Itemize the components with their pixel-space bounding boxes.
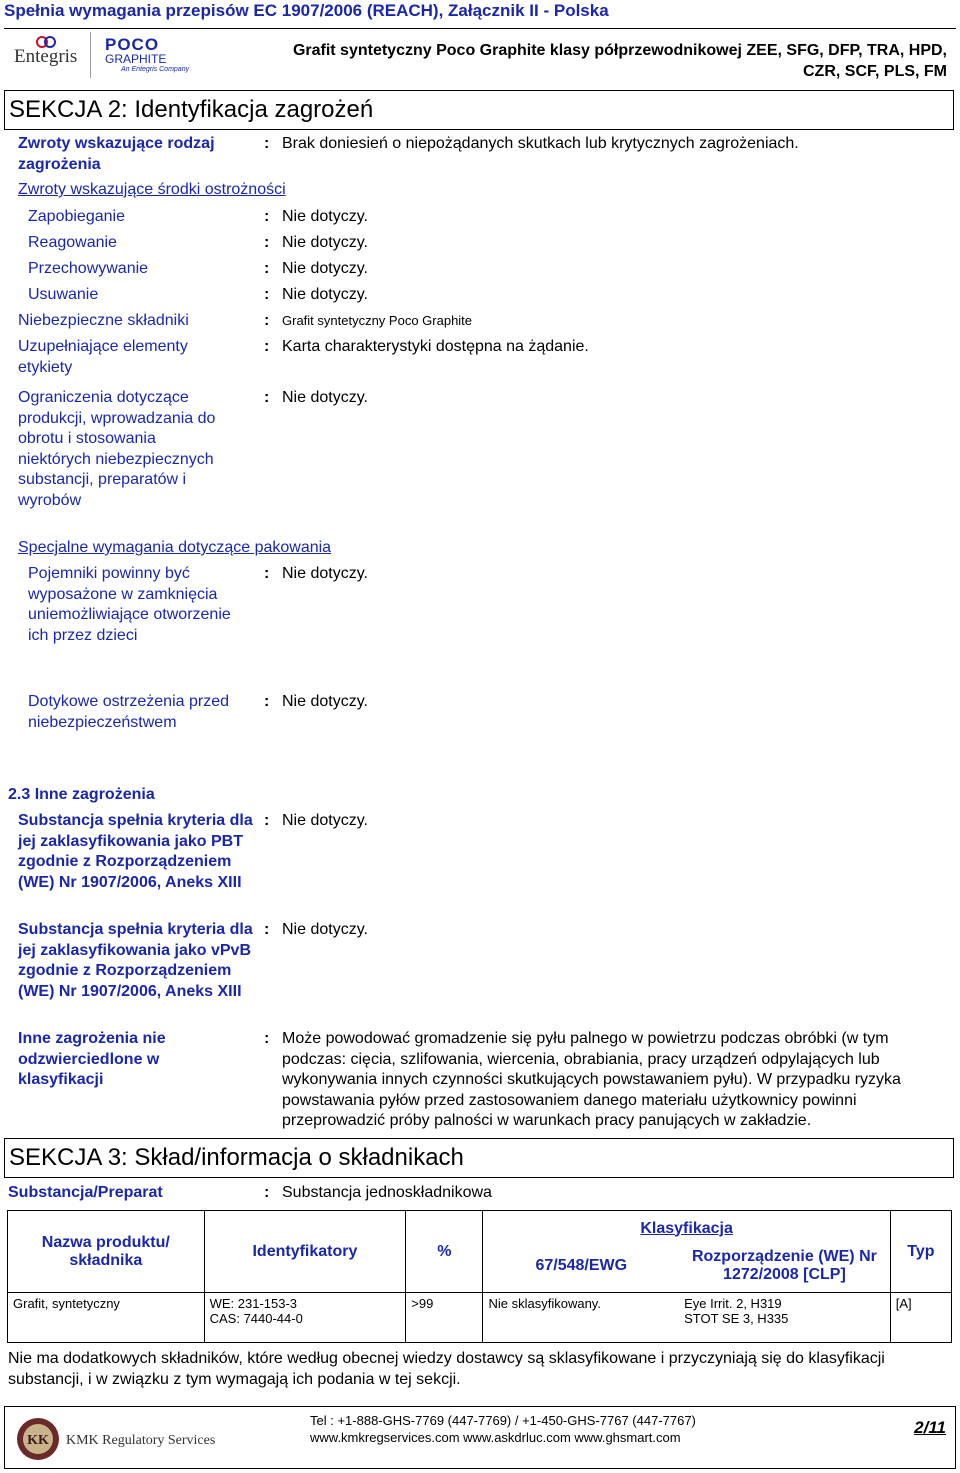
kmk-logo <box>14 1414 224 1464</box>
label-vpvb: Substancja spełnia kryteria dla jej zaklasyfikowania jako vPvB zgodnie z Rozporządzeniem (WE) Nr 1907/2006, Aneks XIII <box>18 921 253 1000</box>
value-supplemental-label-elements: Karta charakterystyki dostępna na żądanie. <box>282 338 589 355</box>
value-restrictions: Nie dotyczy. <box>282 389 368 406</box>
label-storage: Przechowywanie <box>28 260 149 277</box>
cell-ident-cas: CAS: 7440-44-0 <box>209 1311 303 1326</box>
logo-tagline: An Entegris Company <box>121 66 190 73</box>
cell-ident-we: WE: 231-153-3 <box>209 1296 298 1311</box>
label-child-resistant: Pojemniki powinny być wyposażone w zamknięcia uniemożliwiające otworzenie ich przez dzieci <box>28 565 231 644</box>
cell-name: Grafit, syntetyczny <box>8 1293 205 1343</box>
entegris-wordmark: Entegris <box>14 46 78 67</box>
value-storage: Nie dotyczy. <box>282 260 368 277</box>
value-child-resistant: Nie dotyczy. <box>282 565 368 582</box>
value-substance-mixture: Substancja jednoskładnikowa <box>282 1184 492 1201</box>
composition-note: Nie ma dodatkowych składników, które według obecnej wiedzy dostawcy są sklasyfikowane i przyczyniają się do klasyfikacji substancji, i w związku z tym wymagają ich podania w tej sekcji. <box>8 1350 885 1388</box>
value-prevention: Nie dotyczy. <box>282 208 368 225</box>
label-restrictions: Ograniczenia dotyczące produkcji, wprowadzania do obrotu i stosowania niektórych niebezpiecznych substancji, preparatów i wyrobów <box>18 389 216 509</box>
label-special-packaging: Specjalne wymagania dotyczące pakowania <box>18 539 332 556</box>
footer-phone: Tel : +1-888-GHS-7769 (447-7769) / +1-450-GHS-7767 (447-7767) <box>310 1413 696 1428</box>
value-pbt: Nie dotyczy. <box>282 812 368 829</box>
value-vpvb: Nie dotyczy. <box>282 921 368 938</box>
poco-graphite-logo <box>90 32 201 78</box>
footer-websites[interactable]: www.kmkregservices.com www.askdrluc.com www.ghsmart.com <box>310 1430 681 1445</box>
header-type: Typ <box>890 1211 951 1293</box>
composition-table <box>7 1210 952 1343</box>
cell-percent: >99 <box>406 1293 483 1343</box>
svg-text:KK: KK <box>27 1433 49 1448</box>
section-2-title: SEKCJA 2: Identyfikacja zagrożeń <box>9 96 374 123</box>
entegris-logo <box>12 34 80 74</box>
graphite-wordmark: GRAPHITE <box>105 52 167 66</box>
header-percent: % <box>406 1211 483 1293</box>
header-product-name: Nazwa produktu/ składnika <box>8 1211 205 1293</box>
header-ewg: 67/548/EWG <box>483 1241 679 1293</box>
section-3-title: SEKCJA 3: Skład/informacja o składnikach <box>9 1144 464 1171</box>
cell-identifiers <box>204 1293 406 1343</box>
label-disposal: Usuwanie <box>28 286 99 303</box>
product-title-line2: CZR, SCF, PLS, FM <box>803 63 947 80</box>
label-tactile-warning: Dotykowe ostrzeżenia przed niebezpieczeństwem <box>28 693 229 731</box>
header-clp: Rozporządzenie (WE) Nr 1272/2008 [CLP] <box>679 1241 890 1293</box>
label-precautionary-statements: Zwroty wskazujące środki ostrożności <box>18 181 286 198</box>
value-response: Nie dotyczy. <box>282 234 368 251</box>
table-row <box>8 1293 952 1343</box>
label-substance-mixture: Substancja/Preparat <box>8 1184 163 1201</box>
product-title-line1: Grafit syntetyczny Poco Graphite klasy półprzewodnikowej ZEE, SFG, DFP, TRA, HPD, <box>292 42 947 59</box>
value-other-hazards: Może powodować gromadzenie się pyłu palnego w powietrzu podczas obróbki (w tym podczas: cięcia, szlifowania, wiercenia, obrabiania, pracy urządzeń odpylających lub wykonywania innych czynności skutkujących powstawaniem pyłu). W przypadku ryzyka powstawania pyłów przed zastosowaniem danego materiału użytkownicy powinni przeprowadzić próby palności w warunkach pracy panujących w zakładzie. <box>282 1030 901 1129</box>
label-supplemental-label-elements: Uzupełniające elementy etykiety <box>18 338 188 376</box>
subsection-2-3-title: 2.3 Inne zagrożenia <box>8 786 155 803</box>
label-hazardous-ingredients: Niebezpieczne składniki <box>18 312 189 329</box>
label-other-hazards: Inne zagrożenia nie odzwierciedlone w klasyfikacji <box>18 1030 166 1088</box>
cell-ewg: Nie sklasyfikowany. <box>483 1293 679 1343</box>
poco-wordmark: POCO <box>105 35 160 54</box>
cell-clp-2: STOT SE 3, H335 <box>684 1311 789 1326</box>
section-3-header <box>4 1138 954 1178</box>
label-hazard-statements: Zwroty wskazujące rodzaj zagrożenia <box>18 135 215 173</box>
page-number: 2/11 <box>914 1418 946 1437</box>
value-hazard-statements: Brak doniesień o niepożądanych skutkach lub krytycznych zagrożeniach. <box>282 135 799 152</box>
header-identifiers: Identyfikatory <box>204 1211 406 1293</box>
cell-type: [A] <box>890 1293 951 1343</box>
header-classification: Klasyfikacja <box>483 1211 890 1241</box>
cell-clp <box>679 1293 890 1343</box>
footer-contact <box>310 1412 696 1446</box>
document-top-title: Spełnia wymagania przepisów EC 1907/2006 (REACH), Załącznik II - Polska <box>4 1 609 20</box>
section-2-header <box>4 90 954 130</box>
value-hazardous-ingredients: Grafit syntetyczny Poco Graphite <box>282 313 473 328</box>
label-response: Reagowanie <box>28 234 117 251</box>
kmk-wordmark: KMK Regulatory Services <box>66 1433 216 1448</box>
label-pbt: Substancja spełnia kryteria dla jej zaklasyfikowania jako PBT zgodnie z Rozporządzeniem (WE) Nr 1907/2006, Aneks XIII <box>18 812 253 891</box>
label-prevention: Zapobieganie <box>28 208 125 225</box>
product-title <box>205 40 947 82</box>
value-disposal: Nie dotyczy. <box>282 286 368 303</box>
cell-clp-1: Eye Irrit. 2, H319 <box>684 1296 782 1311</box>
value-tactile-warning: Nie dotyczy. <box>282 693 368 710</box>
